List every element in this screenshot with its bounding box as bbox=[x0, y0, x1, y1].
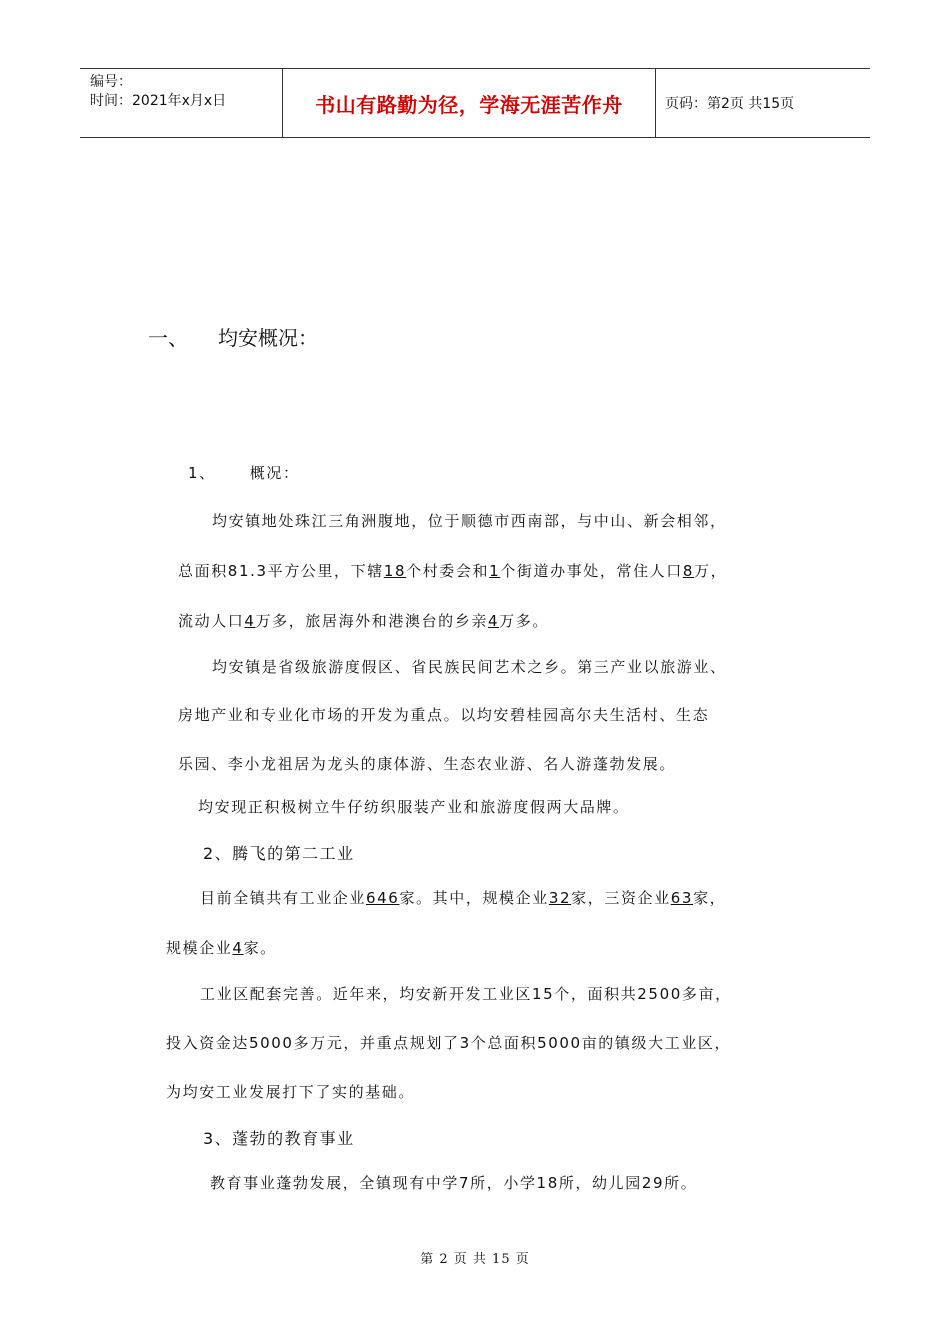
page-header bbox=[80, 68, 870, 138]
overview-p3: 均安现正积极树立牛仔纺织服装产业和旅游度假两大品牌。 bbox=[198, 798, 630, 816]
subheading-overview bbox=[188, 462, 300, 483]
subheading-industry: 2、腾飞的第二工业 bbox=[203, 844, 355, 863]
subheading-title: 概况： bbox=[249, 464, 300, 482]
foreign-enterprises: 63 bbox=[670, 889, 694, 907]
section-number: 一、 bbox=[148, 326, 188, 350]
overview-p2-line2: 房地产业和专业化市场的开发为重点。以均安碧桂园高尔夫生活村、生态 bbox=[178, 706, 710, 724]
industry-p1-line1: 目前全镇共有工业企业646家。其中，规模企业32家，三资企业63家， bbox=[200, 889, 727, 907]
time-label: 时间：2021年x月x日 bbox=[90, 93, 227, 109]
header-page-info: 页码：第2页 共15页 bbox=[665, 96, 795, 112]
overview-p1-line3: 流动人口4万多，旅居海外和港澳台的乡亲4万多。 bbox=[178, 612, 549, 630]
overview-p2-line3: 乐园、李小龙祖居为龙头的康体游、生态农业游、名人游蓬勃发展。 bbox=[178, 755, 677, 773]
section-title bbox=[148, 322, 318, 351]
industry-p2-line3: 为均安工业发展打下了实的基础。 bbox=[166, 1083, 416, 1101]
subheading-number: 1、 bbox=[188, 464, 216, 482]
number-label: 编号： bbox=[90, 74, 132, 90]
overview-p2-line1: 均安镇是省级旅游度假区、省民族民间艺术之乡。第三产业以旅游业、 bbox=[212, 658, 727, 676]
floating-count: 4 bbox=[244, 612, 256, 630]
scale-enterprises: 32 bbox=[548, 889, 572, 907]
header-divider bbox=[655, 69, 656, 137]
page-footer: 第 2 页 共 15 页 bbox=[420, 1252, 530, 1267]
villages-count: 18 bbox=[383, 562, 407, 580]
population-count: 8 bbox=[682, 562, 695, 580]
subheading-education: 3、蓬勃的教育事业 bbox=[203, 1129, 355, 1148]
industry-p2-line2: 投入资金达5000多万元，并重点规划了3个总面积5000亩的镇级大工业区， bbox=[166, 1034, 732, 1052]
scale-enterprises-2: 4 bbox=[232, 939, 244, 957]
header-meta bbox=[90, 73, 226, 111]
industry-p1-line2: 规模企业4家。 bbox=[166, 939, 277, 957]
overview-p1-line1: 均安镇地处珠江三角洲腹地，位于顺德市西南部，与中山、新会相邻， bbox=[212, 512, 727, 530]
header-motto: 书山有路勤为径，学海无涯苦作舟 bbox=[315, 92, 623, 117]
total-enterprises: 646 bbox=[366, 889, 400, 907]
overview-p1-line2: 总面积81.3平方公里，下辖18个村委会和1个街道办事处，常住人口8万， bbox=[178, 562, 728, 580]
overseas-count: 4 bbox=[487, 612, 500, 630]
industry-p2-line1: 工业区配套完善。近年来，均安新开发工业区15个，面积共2500多亩， bbox=[200, 985, 732, 1003]
education-p1: 教育事业蓬勃发展，全镇现有中学7所，小学18所，幼儿园29所。 bbox=[210, 1174, 698, 1192]
streets-count: 1 bbox=[489, 562, 501, 580]
section-title-text: 均安概况： bbox=[218, 326, 318, 350]
